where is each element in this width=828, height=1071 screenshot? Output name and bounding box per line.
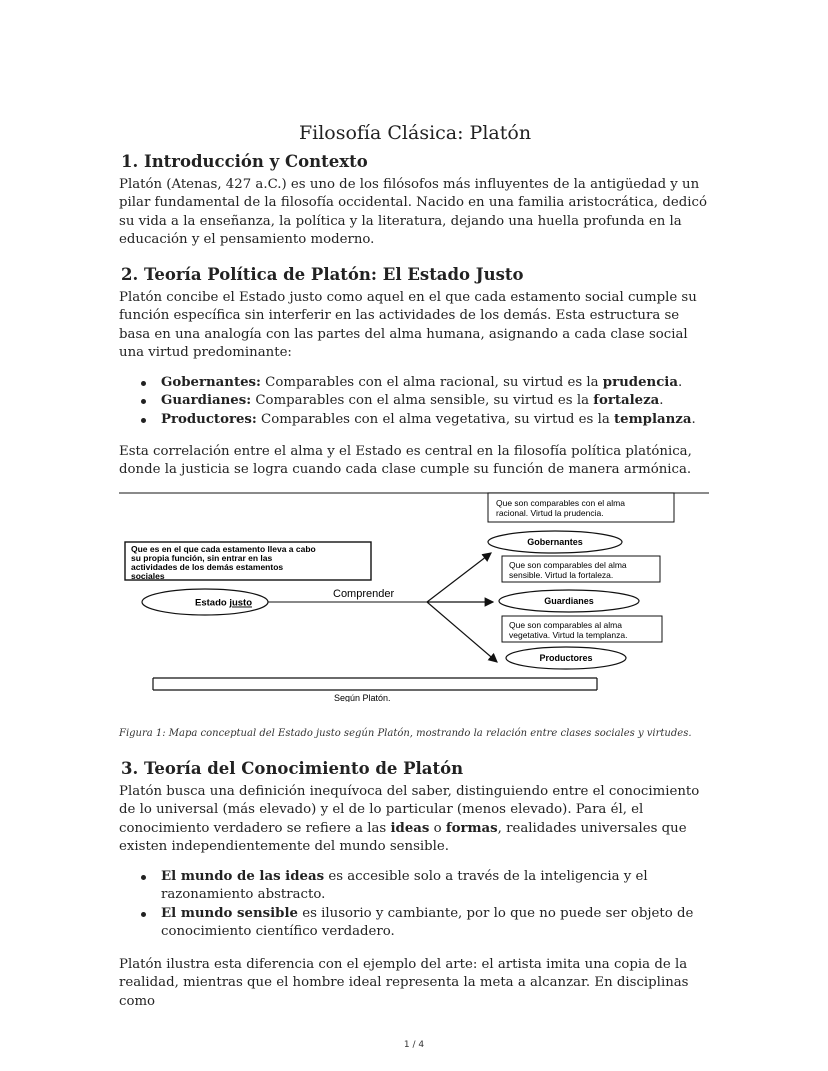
section-3-continuation: Platón ilustra esta diferencia con el ejemplo del arte: el artista imita una copia de la realidad, mientras que el hombre ideal representa la meta a alcanzar. En disciplinas como [119, 957, 689, 1009]
section-3-heading: 3. Teoría del Conocimiento de Platón [121, 759, 464, 778]
gobernantes-virtue-line: racional. Virtud la prudencia. [496, 508, 604, 518]
gobernantes-label: Gobernantes [527, 537, 583, 547]
concept-map-figure [119, 490, 711, 706]
classes-list [141, 374, 711, 429]
definition-line: sociales [131, 571, 165, 581]
definition-line: actividades de los demás estamentos [131, 562, 284, 572]
concept-map-diagram [119, 490, 711, 702]
comprender-label: Comprender [333, 588, 395, 600]
section-2-conclusion: Esta correlación entre el alma y el Estado es central en la filosofía política platónica, donde la justicia se logra cuando cada clase cumple su función de manera armónica. [119, 444, 692, 478]
list-item: Gobernantes: Comparables con el alma racional, su virtud es la prudencia. [141, 374, 711, 392]
page-number: 1 / 4 [403, 1040, 425, 1050]
knowledge-list [141, 868, 711, 942]
list-item: El mundo de las ideas es accesible solo a través de la inteligencia y el razonamiento abstracto. [141, 868, 711, 905]
estado-label: Estado justo [195, 597, 253, 609]
productores-virtue-line: vegetativa. Virtud la templanza. [509, 630, 628, 640]
arrow-to-productores [427, 602, 497, 662]
section-2-heading: 2. Teoría Política de Platón: El Estado Justo [121, 265, 524, 284]
productores-label: Productores [539, 653, 593, 663]
definition-line: Que es en el que cada estamento lleva a cabo [131, 544, 316, 554]
bracket [153, 678, 597, 690]
arrow-to-gobernantes [427, 553, 491, 602]
section-1-heading: 1. Introducción y Contexto [121, 152, 368, 171]
segun-platon-label: Según Platón. [334, 693, 391, 702]
gobernantes-virtue-line: Que son comparables con el alma [496, 498, 625, 508]
section-3-paragraph: Platón busca una definición inequívoca del saber, distinguiendo entre el conocimiento de lo universal (más elevado) y el de lo particular (menos elevado). Para él, el conocimiento verdadero se refiere a las ideas o formas, realidades universales que existen independientemente del mundo sensible. [119, 784, 700, 855]
page-title: Filosofía Clásica: Platón [298, 122, 532, 144]
figure-caption: Figura 1: Mapa conceptual del Estado justo según Platón, mostrando la relación entre clases sociales y virtudes. [119, 728, 692, 739]
definition-line: su propia función, sin entrar en las [131, 553, 273, 563]
guardianes-virtue-line: sensible. Virtud la fortaleza. [509, 570, 614, 580]
productores-virtue-line: Que son comparables al alma [509, 620, 622, 630]
section-2-paragraph: Platón concibe el Estado justo como aquel en el que cada estamento social cumple su función específica sin interferir en las actividades de los demás. Esta estructura se basa en una analogía con las partes del alma humana, asignando a cada clase social una virtud predominante: [119, 290, 697, 361]
guardianes-label: Guardianes [544, 596, 594, 606]
document-page [119, 118, 711, 1009]
section-1-paragraph: Platón (Atenas, 427 a.C.) es uno de los filósofos más influyentes de la antigüedad y un pilar fundamental de la filosofía occidental. Nacido en una familia aristocrática, dedicó su vida a la enseñanza, la política y la literatura, dejando una huella profunda en la educación y el pensamiento moderno. [119, 177, 707, 248]
list-item: Guardianes: Comparables con el alma sensible, su virtud es la fortaleza. [141, 392, 711, 410]
list-item: Productores: Comparables con el alma vegetativa, su virtud es la templanza. [141, 411, 711, 429]
list-item: El mundo sensible es ilusorio y cambiante, por lo que no puede ser objeto de conocimiento científico verdadero. [141, 905, 711, 942]
guardianes-virtue-line: Que son comparables del alma [509, 560, 627, 570]
